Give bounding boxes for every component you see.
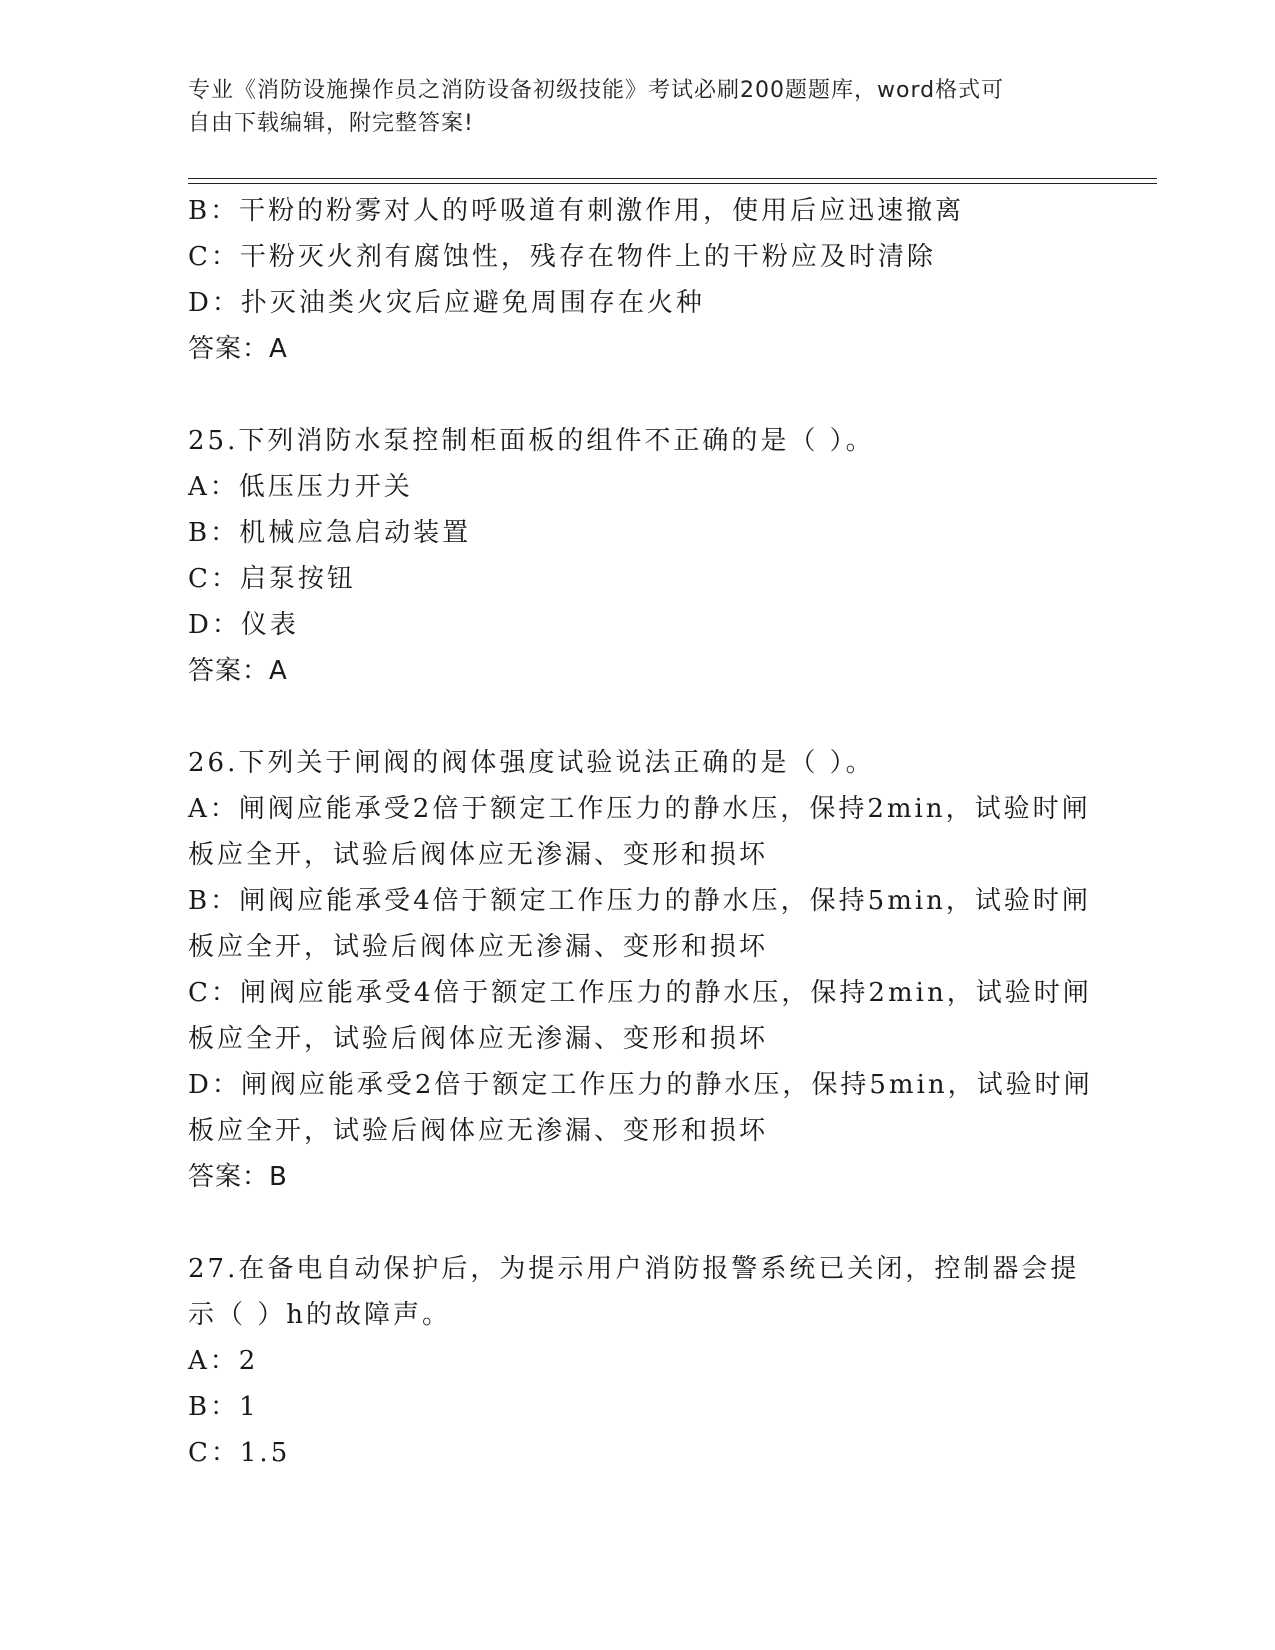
question-25: [188, 418, 1088, 694]
option-c-line-1: C：闸阀应能承受4倍于额定工作压力的静水压，保持2min，试验时闸: [188, 978, 1092, 1008]
question-27: [188, 1246, 1088, 1476]
option-a-line-1: A：闸阀应能承受2倍于额定工作压力的静水压，保持2min，试验时闸: [188, 794, 1091, 824]
header-line-1: 专业《消防设施操作员之消防设备初级技能》考试必刷200题题库，word格式可: [188, 78, 1005, 103]
spacer: [188, 1200, 1088, 1246]
option-a: A：2: [188, 1346, 259, 1376]
question-stem: 26.下列关于闸阀的阀体强度试验说法正确的是（ ）。: [188, 748, 875, 778]
prev-question-block: [188, 188, 1088, 372]
header-line-2: 自由下载编辑，附完整答案!: [188, 111, 474, 136]
option-d: D：扑灭油类火灾后应避免周围存在火种: [188, 288, 705, 318]
question-stem-line-1: 27.在备电自动保护后，为提示用户消防报警系统已关闭，控制器会提: [188, 1254, 1080, 1284]
answer: 答案：A: [188, 334, 288, 364]
spacer: [188, 694, 1088, 740]
option-c: C：1.5: [188, 1438, 291, 1468]
option-b: B：干粉的粉雾对人的呼吸道有刺激作用，使用后应迅速撤离: [188, 196, 965, 226]
option-c: C：干粉灭火剂有腐蚀性，残存在物件上的干粉应及时清除: [188, 242, 936, 272]
spacer: [188, 372, 1088, 418]
option-a-line-2: 板应全开，试验后阀体应无渗漏、变形和损坏: [188, 840, 769, 870]
question-26: [188, 740, 1093, 1200]
option-c-line-2: 板应全开，试验后阀体应无渗漏、变形和损坏: [188, 1024, 769, 1054]
answer: 答案：A: [188, 656, 288, 686]
option-b: B：1: [188, 1392, 259, 1422]
option-c: C：启泵按钮: [188, 564, 356, 594]
question-content: [188, 188, 1093, 1476]
option-a: A：低压压力开关: [188, 472, 413, 502]
header-divider-top: [188, 178, 1157, 179]
header-divider-bottom: [188, 183, 1157, 184]
option-d: D：仪表: [188, 610, 299, 640]
answer: 答案：B: [188, 1162, 288, 1192]
option-b-line-1: B：闸阀应能承受4倍于额定工作压力的静水压，保持5min，试验时闸: [188, 886, 1091, 916]
option-d-line-1: D：闸阀应能承受2倍于额定工作压力的静水压，保持5min，试验时闸: [188, 1070, 1093, 1100]
option-d-line-2: 板应全开，试验后阀体应无渗漏、变形和损坏: [188, 1116, 769, 1146]
document-header: [188, 74, 1088, 140]
question-stem-line-2: 示（ ）h的故障声。: [188, 1300, 452, 1330]
question-stem: 25.下列消防水泵控制柜面板的组件不正确的是（ ）。: [188, 426, 875, 456]
option-b-line-2: 板应全开，试验后阀体应无渗漏、变形和损坏: [188, 932, 769, 962]
option-b: B：机械应急启动装置: [188, 518, 472, 548]
